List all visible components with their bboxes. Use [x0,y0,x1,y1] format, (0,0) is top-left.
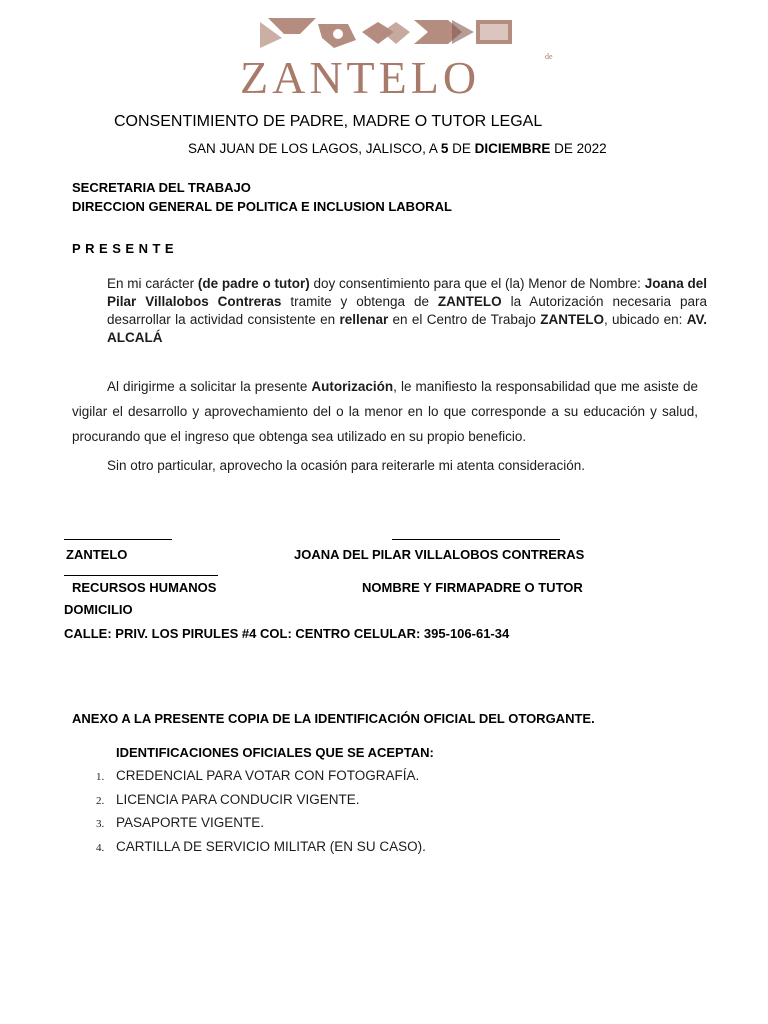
logo-small-text: de [545,52,553,61]
annex-heading: ANEXO A LA PRESENTE COPIA DE LA IDENTIFICACIÓN OFICIAL DEL OTORGANTE. [72,711,595,726]
date-suffix: DE 2022 [550,141,607,156]
list-text: CARTILLA DE SERVICIO MILITAR (EN SU CASO). [116,838,426,854]
para1-bold-5: ZANTELO [540,312,604,327]
para1-bold-1: (de padre o tutor) [197,276,310,291]
list-number: 3. [96,818,105,830]
document-title: CONSENTIMIENTO DE PADRE, MADRE O TUTOR LEGAL [114,113,543,130]
signature-right-role: NOMBRE Y FIRMAPADRE O TUTOR [362,580,583,595]
date-mid: DE [448,141,475,156]
list-item [96,768,426,792]
para2-bold-1: Autorización [311,379,394,394]
addressee-line-1: SECRETARIA DEL TRABAJO [72,180,251,195]
date-prefix: SAN JUAN DE LOS LAGOS, JALISCO, A [188,141,441,156]
para1-bold-6: AV. ALCALÁ [107,312,707,345]
addressee-line-2: DIRECCION GENERAL DE POLITICA E INCLUSION LABORAL [72,199,452,214]
para1-text-2: doy consentimiento para que el (la) Menor de Nombre: [309,276,645,291]
signature-line-left-2 [64,575,218,576]
list-text: LICENCIA PARA CONDUCIR VIGENTE. [116,791,360,807]
responsibility-paragraph [72,374,698,449]
para1-text-6: , ubicado en: [603,312,687,327]
list-item [96,815,426,839]
para1-text-3: tramite y obtenga de [281,294,438,309]
closing-paragraph: Sin otro particular, aprovecho la ocasión para reiterarle mi atenta consideración. [107,458,586,473]
signature-left-role: RECURSOS HUMANOS [72,580,217,595]
para1-text-5: en el Centro de Trabajo [388,312,541,327]
date-line [188,141,607,156]
signature-left-name: ZANTELO [66,547,128,562]
signature-right-name: JOANA DEL PILAR VILLALOBOS CONTRERAS [294,547,585,562]
list-item [96,792,426,816]
ids-heading: IDENTIFICACIONES OFICIALES QUE SE ACEPTAN: [116,745,434,760]
logo-text: ZANTELO [240,52,481,103]
signature-line-left [64,539,172,540]
para2-text-2: , le manifiesto la responsabilidad que me asiste de vigilar el desarrollo y aprovechamiento del o la menor en lo que corresponde a su educación y salud, procurando que el ingreso que obtenga sea utilizado en su propio beneficio. [72,379,698,444]
minor-name: Joana del Pilar Villalobos Contreras [107,276,707,309]
consent-paragraph [107,275,707,347]
ids-list [96,768,426,862]
domicilio-value: CALLE: PRIV. LOS PIRULES #4 COL: CENTRO CELULAR: 395-106-61-34 [64,626,510,641]
list-number: 1. [96,771,105,783]
list-number: 2. [96,794,105,807]
list-text: PASAPORTE VIGENTE. [116,815,265,830]
list-text: CREDENCIAL PARA VOTAR CON FOTOGRAFÍA. [116,768,420,783]
list-number: 4. [96,841,105,854]
para1-bold-3: ZANTELO [437,294,502,309]
para2-text-1: Al dirigirme a solicitar la presente [107,379,312,394]
date-month: DICIEMBRE [474,141,551,156]
para1-bold-4: rellenar [339,312,389,327]
para1-text-4: la Autorización necesaria para desarrollar la actividad consistente en [107,294,707,327]
presente-heading: PRESENTE [72,241,179,256]
domicilio-label: DOMICILIO [64,602,133,617]
date-day: 5 [440,141,449,156]
signature-line-right [392,539,560,540]
list-item [96,839,426,863]
para1-text-1: En mi carácter [107,276,198,291]
